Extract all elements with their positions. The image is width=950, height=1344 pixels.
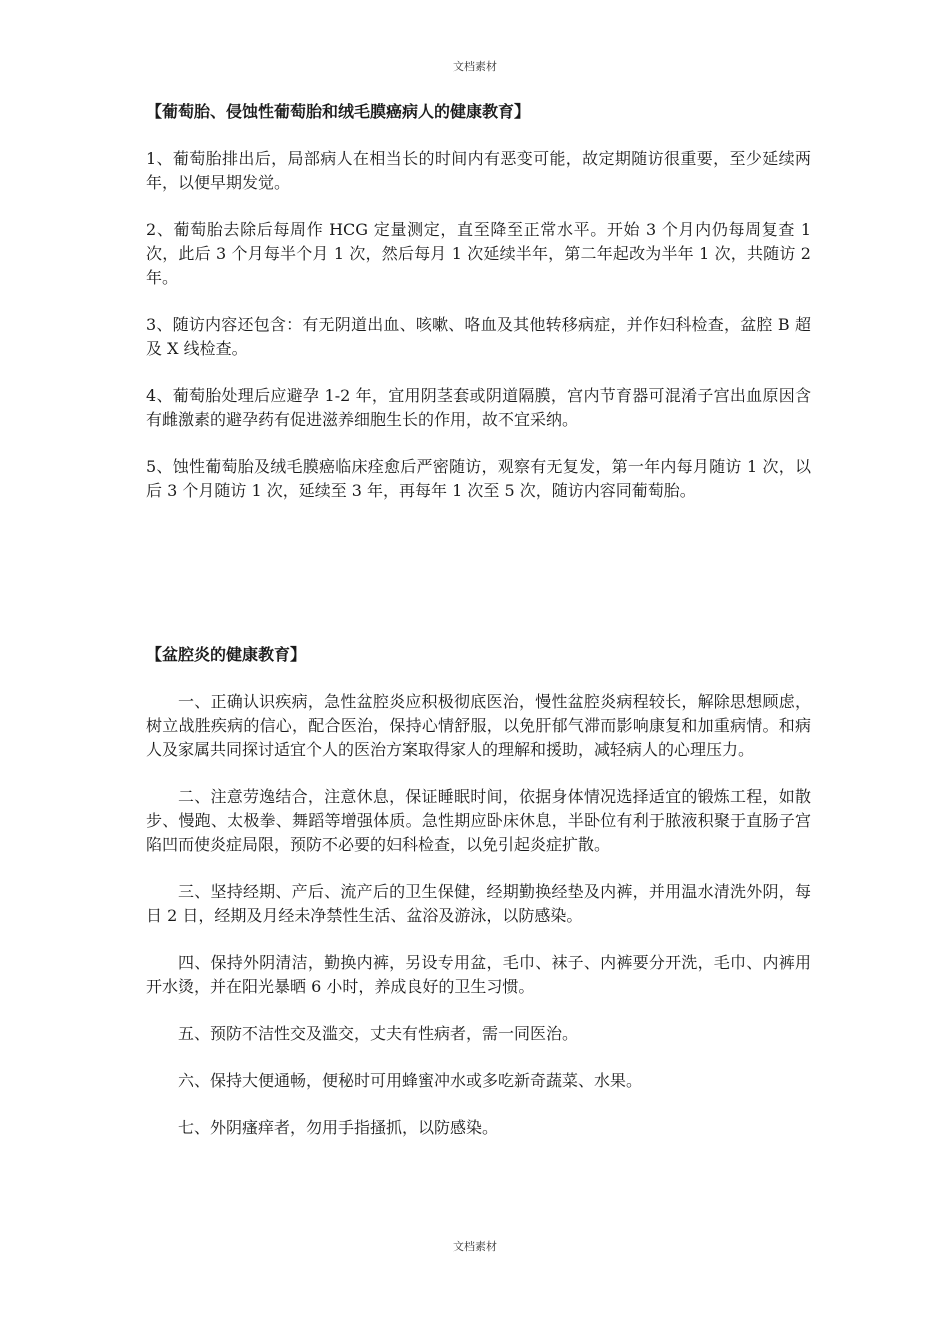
paragraph: 三、坚持经期、产后、流产后的卫生保健，经期勤换经垫及内裤，并用温水清洗外阴，每日 2 日，经期及月经未净禁性生活、盆浴及游泳，以防感染。 <box>146 882 811 925</box>
paragraph: 四、保持外阴清洁，勤换内裤，另设专用盆，毛巾、袜子、内裤要分开洗，毛巾、内裤用开水烫，并在阳光暴晒 6 小时，养成良好的卫生习惯。 <box>146 953 811 996</box>
paragraph: 七、外阴瘙痒者，勿用手指搔抓，以防感染。 <box>178 1118 499 1137</box>
paragraph: 5、蚀性葡萄胎及绒毛膜癌临床痊愈后严密随访，观察有无复发，第一年内每月随访 1 次，以后 3 个月随访 1 次，延续至 3 年，再每年 1 次至 5 次，随访内容同葡萄胎。 <box>146 457 811 500</box>
paragraph: 3、随访内容还包含：有无阴道出血、咳嗽、咯血及其他转移病症，并作妇科检查，盆腔 B 超及 X 线检查。 <box>146 315 811 358</box>
paragraph: 六、保持大便通畅，便秘时可用蜂蜜冲水或多吃新奇蔬菜、水果。 <box>178 1071 643 1090</box>
paragraph: 五、预防不洁性交及滥交，丈夫有性病者，需一同医治。 <box>178 1024 579 1043</box>
section-title: 【盆腔炎的健康教育】 <box>146 645 307 664</box>
page-header: 文档素材 <box>453 60 497 73</box>
paragraph: 4、葡萄胎处理后应避孕 1-2 年，宜用阴茎套或阴道隔膜，宫内节育器可混淆子宫出血原因含有雌激素的避孕药有促进滋养细胞生长的作用，故不宜采纳。 <box>146 386 811 429</box>
page-footer: 文档素材 <box>453 1240 497 1253</box>
paragraph: 1、葡萄胎排出后，局部病人在相当长的时间内有恶变可能，故定期随访很重要，至少延续两年，以便早期发觉。 <box>146 149 811 192</box>
paragraph: 一、正确认识疾病，急性盆腔炎应积极彻底医治，慢性盆腔炎病程较长，解除思想顾虑，树立战胜疾病的信心，配合医治，保持心情舒服，以免肝郁气滞而影响康复和加重病情。和病人及家属共同探讨适宜个人的医治方案取得家人的理解和援助，减轻病人的心理压力。 <box>146 692 811 759</box>
paragraph: 二、注意劳逸结合，注意休息，保证睡眠时间，依据身体情况选择适宜的锻炼工程，如散步、慢跑、太极拳、舞蹈等增强体质。急性期应卧床休息，半卧位有利于脓液积聚于直肠子宫陷凹而使炎症局限，预防不必要的妇科检查，以免引起炎症扩散。 <box>146 787 811 854</box>
section-hydatidiform-mole <box>146 100 811 526</box>
paragraph: 2、葡萄胎去除后每周作 HCG 定量测定，直至降至正常水平。开始 3 个月内仍每周复查 1 次，此后 3 个月每半个月 1 次，然后每月 1 次延续半年，第二年起改为半年 1 次，共随访 2 年。 <box>146 220 811 287</box>
section-title: 【葡萄胎、侵蚀性葡萄胎和绒毛膜癌病人的健康教育】 <box>146 102 531 121</box>
section-pelvic-inflammation <box>146 643 811 1163</box>
